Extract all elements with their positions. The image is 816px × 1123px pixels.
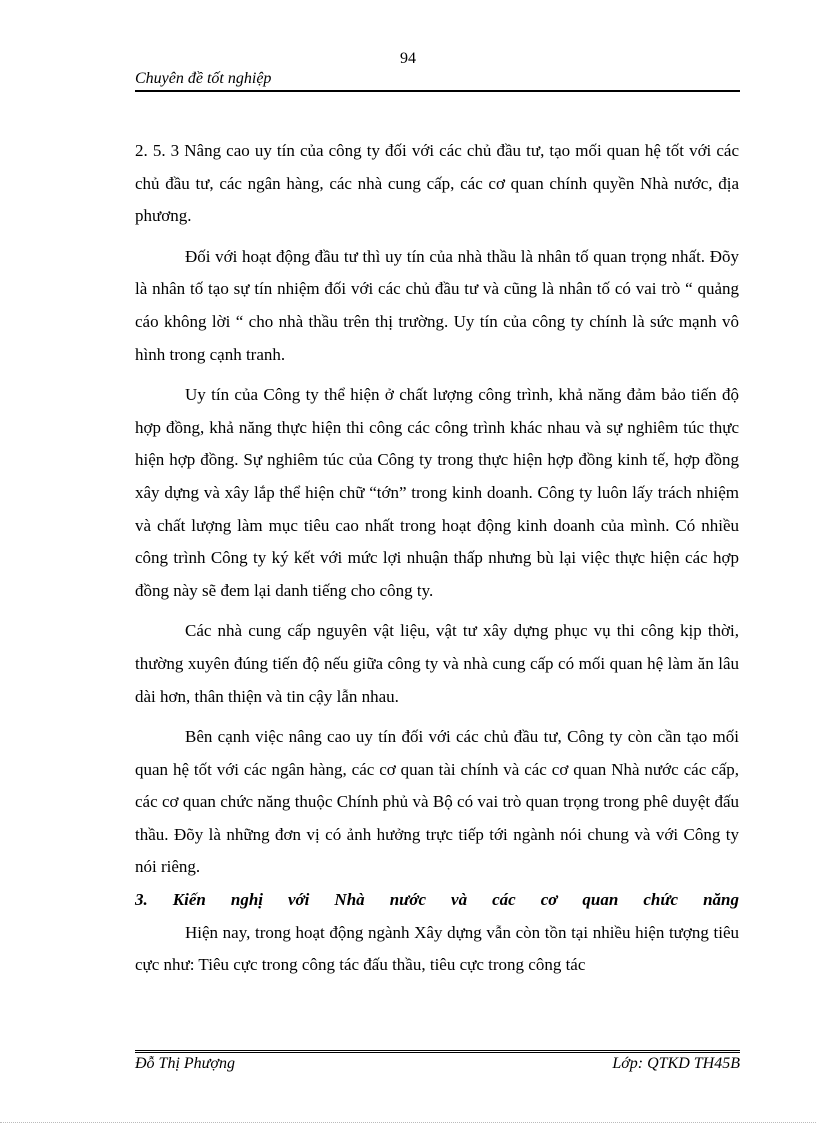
paragraph: Các nhà cung cấp nguyên vật liệu, vật tư xây dựng phục vụ thi công kịp thời, thường xuyên đúng tiến độ nếu giữa công ty và nhà cung cấp có mối quan hệ làm ăn lâu dài hơn, thân thiện và tin cậy lẫn nhau. [135,621,739,706]
paragraph: Đối với hoạt động đầu tư thì uy tín của nhà thầu là nhân tố quan trọng nhất. Đõy là nhân tố tạo sự tín nhiệm đối với các chủ đầu tư và cũng là nhân tố có vai trò “ quảng cáo không lời “ cho nhà thầu trên thị trường. Uy tín của công ty chính là sức mạnh vô hình trong cạnh tranh. [135,246,739,364]
paragraph-section-2-5-3: 2. 5. 3 Nâng cao uy tín của công ty đối với các chủ đầu tư, tạo mối quan hệ tốt với các chủ đầu tư, các ngân hàng, các nhà cung cấp, các cơ quan chính quyền Nhà nước, địa phương. [135,141,739,226]
section-heading: 3. Kiến nghị với Nhà nước và các cơ quan chức năng [135,890,739,910]
footer [135,1055,740,1073]
running-header: Chuyên đề tốt nghiệp [135,70,740,92]
paragraph: Uy tín của Công ty thể hiện ở chất lượng công trình, khả năng đảm bảo tiến độ hợp đồng, khả năng thực hiện thi công các công trình khác nhau và sự nghiêm túc thực hiện hợp đồng. Sự nghiêm túc của Công ty trong thực hiện hợp đồng kinh tế, hợp đồng xây dựng và xây lắp thể hiện chữ “tớn” trong kinh doanh. Công ty luôn lấy trách nhiệm và chất lượng làm mục tiêu cao nhất trong hoạt động kinh doanh của mình. Có nhiều công trình Công ty ký kết với mức lợi nhuận thấp nhưng bù lại việc thực hiện các hợp đồng này sẽ đem lại danh tiếng cho công ty. [135,385,739,600]
page-number: 94 [400,50,416,67]
footer-divider [135,1050,740,1053]
paragraph: Hiện nay, trong hoạt động ngành Xây dựng vẫn còn tồn tại nhiều hiện tượng tiêu cực như: Tiêu cực trong công tác đấu thầu, tiêu cực trong công tác [135,922,739,975]
footer-author: Đỗ Thị Phượng [135,1055,235,1072]
paragraph: Bên cạnh việc nâng cao uy tín đối với các chủ đầu tư, Công ty còn cần tạo mối quan hệ tốt với các ngân hàng, các cơ quan tài chính và các cơ quan Nhà nước các cấp, các cơ quan chức năng thuộc Chính phủ và Bộ có vai trò quan trọng trong phê duyệt đấu thầu. Đõy là những đơn vị có ảnh hưởng trực tiếp tới ngành nói chung và với Công ty nói riêng. [135,727,739,877]
footer-class: Lớp: QTKD TH45B [612,1055,740,1072]
document-body [135,135,739,982]
